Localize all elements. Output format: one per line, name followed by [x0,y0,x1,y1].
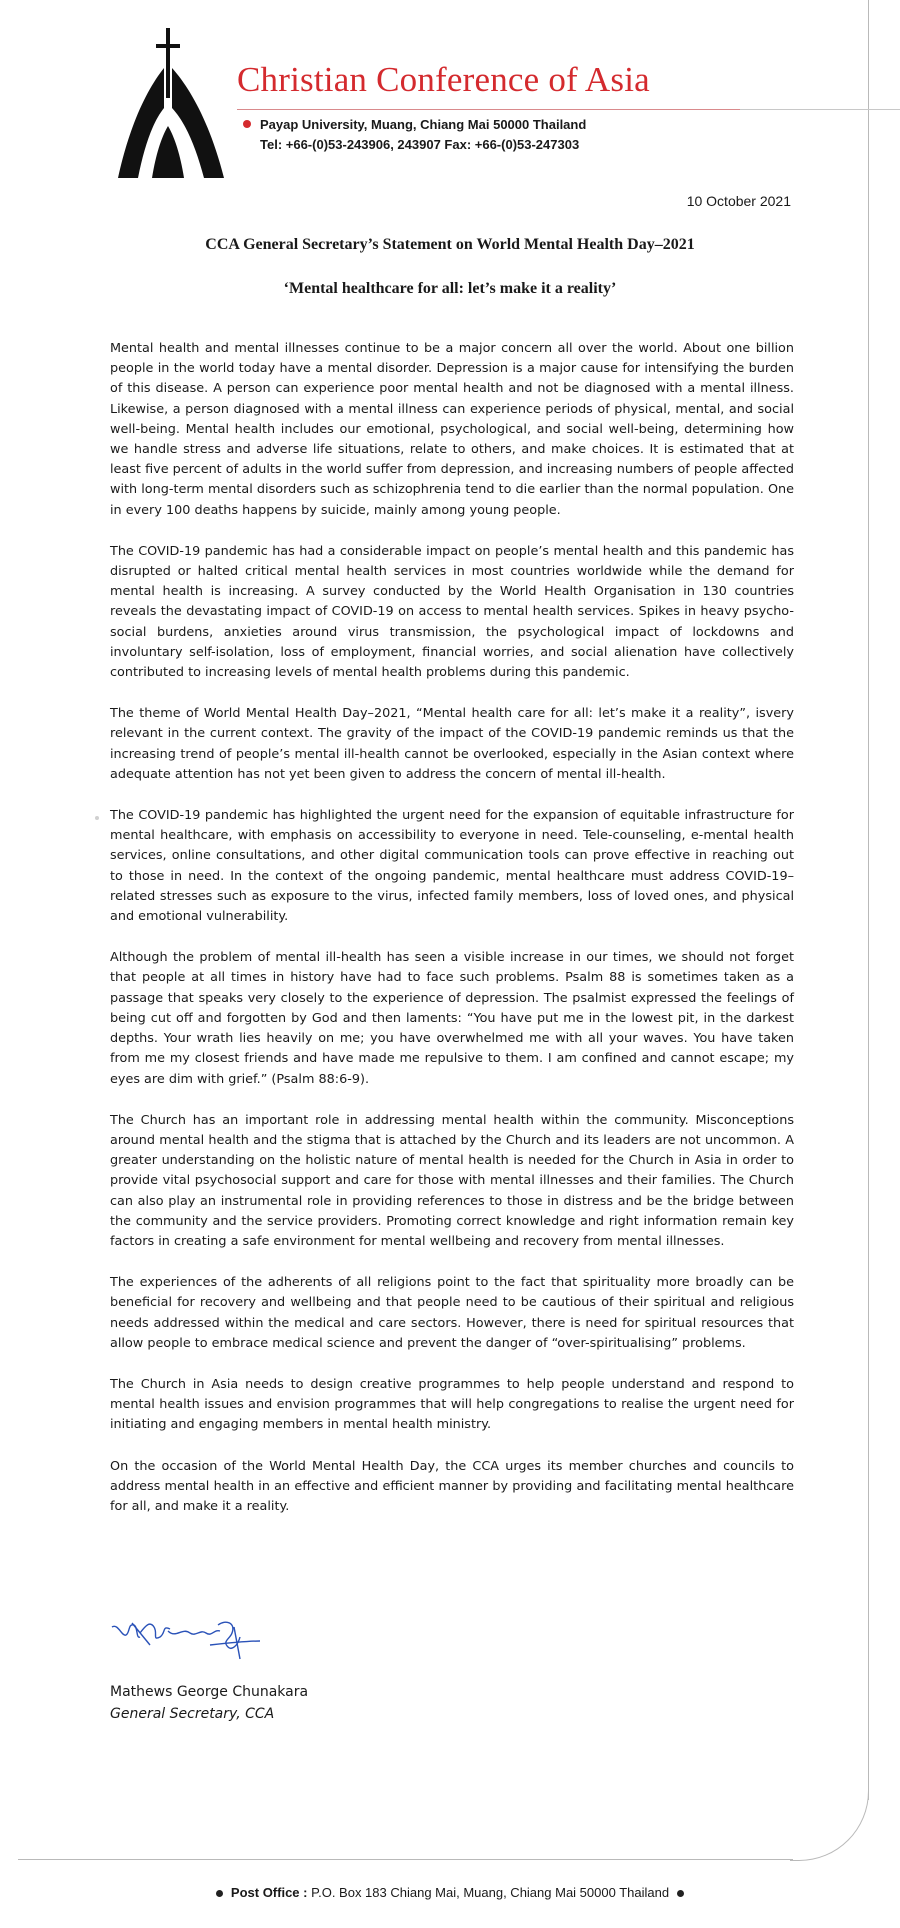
paragraph: Mental health and mental illnesses continue to be a major concern all over the world. About one billion people in the world today have a mental disorder. Depression is a major cause for intensifying the burden of this disease. A person can experience poor mental health and not be diagnosed with a mental illness. Likewise, a person diagnosed with a mental illness can experience periods of physical, mental, and social well-being. Mental health includes our emotional, psychological, and social well-being, determining how we handle stress and adverse life situations, relate to others, and make choices. It is estimated that at least five percent of adults in the world suffer from depression, and increasing numbers of people affected with long-term mental disorders such as schizophrenia tend to die earlier than the normal population. One in every 100 deaths happens by suicide, mainly among young people. [110,341,794,518]
bullet-icon [216,1890,223,1897]
paragraph: The Church has an important role in addressing mental health within the community. Misconceptions around mental health and the stigma that is attached by the Church and its leaders are not uncommon. A greater understanding on the holistic nature of mental health is needed for the Church in Asia in order to provide vital psychosocial support and care for those with mental illnesses and their families. The Church can also play an instrumental role in providing references to those in distress and be the bridge between the community and the service providers. Promoting correct knowledge and right information remain key factors in creating a safe environment for mental wellbeing and recovery from mental illnesses. [110,1112,794,1249]
page-edge-bottom [18,1859,793,1860]
paragraph: The theme of World Mental Health Day–2021, “Mental health care for all: let’s make it a reality”, isvery relevant in the current context. The gravity of the impact of the COVID-19 pandemic reminds us that the increasing trend of people’s mental ill-health cannot be overlooked, especially in the Asian context where adequate attention has not yet been given to address the concern of mental ill-health. [110,706,794,782]
paragraph: Although the problem of mental ill-health has seen a visible increase in our times, we should not forget that people at all times in history have had to face such problems. Psalm 88 is sometimes taken as a passage that speaks very closely to the experience of depression. The psalmist expressed the feelings of being cut off and forgotten by God and then laments: “You have put me in the lowest pit, in the darkest depths. Your wrath lies heavily on me; you have overwhelmed me with all your waves. You have taken from me my closest friends and have made me repulsive to them. I am confined and cannot escape; my eyes are dim with grief.” (Psalm 88:6-9). [110,950,794,1087]
org-phone-fax: Tel: +66-(0)53-243906, 243907 Fax: +66-(0)53-247303 [260,137,580,152]
statement-subtitle: ‘Mental healthcare for all: let’s make it a reality’ [283,280,617,297]
paragraph: The COVID-19 pandemic has had a considerable impact on people’s mental health and this pandemic has disrupted or halted critical mental health services in most countries worldwide while the demand for mental health is increasing. A survey conducted by the World Health Organisation in 130 countries reveals the devastating impact of COVID-19 on access to mental health services. Spikes in heavy psycho-social burdens, anxieties around virus transmission, the psychological impact of lockdowns and involuntary self-isolation, loss of employment, financial worries, and social alienation have collectively contributed to increasing levels of mental health problems during this pandemic. [110,543,794,681]
paragraph: The experiences of the adherents of all religions point to the fact that spirituality more broadly can be beneficial for recovery and wellbeing and that people need to be cautious of their spiritual and religious needs addressed within the medical and care sectors. However, there is need for spiritual resources that allow people to embrace medical science and prevent the danger of “over-spiritualising” problems. [110,1275,794,1351]
paragraph: The COVID-19 pandemic has highlighted the urgent need for the expansion of equitable infrastructure for mental healthcare, with emphasis on accessibility to everyone in need. Tele-counseling, e-mental health services, online consultations, and other digital communication tools can prove effective in reaching out to those in need. In the context of the ongoing pandemic, mental healthcare must address COVID-19–related stresses such as exposure to the virus, infected family members, loss of loved ones, and physical and emotional vulnerability. [110,808,794,925]
footer-address [0,1885,900,1900]
footer-label: Post Office : [230,1885,308,1900]
footer-text: P.O. Box 183 Chiang Mai, Muang, Chiang Mai 50000 Thailand [307,1885,670,1900]
statement-title: CCA General Secretary’s Statement on World Mental Health Day–2021 [205,236,695,253]
signer-position: General Secretary, CCA [110,1706,275,1722]
paragraph: The Church in Asia needs to design creative programmes to help people understand and respond to mental health issues and envision programmes that will help congregations to realise the urgent need for initiating and engaging members in mental health ministry. [110,1376,794,1433]
page-edge-right [868,0,869,1800]
page-curl-corner [790,1790,869,1861]
signer-name: Mathews George Chunakara [110,1684,309,1700]
bullet-icon [677,1890,684,1897]
scan-speck [95,816,99,820]
handwritten-signature [110,1615,270,1665]
cross-logo-icon [118,28,250,178]
header-rule [237,109,740,110]
org-name: Christian Conference of Asia [237,60,650,99]
bullet-icon [243,120,251,128]
letter-date: 10 October 2021 [686,193,791,209]
paragraph: On the occasion of the World Mental Health Day, the CCA urges its member churches and councils to address mental health in an effective and efficient manner by providing and facilitating mental healthcare for all, and make it a reality. [110,1458,794,1514]
header-rule-extension [740,109,900,110]
statement-body [110,339,794,1538]
org-address: Payap University, Muang, Chiang Mai 50000 Thailand [260,117,587,132]
